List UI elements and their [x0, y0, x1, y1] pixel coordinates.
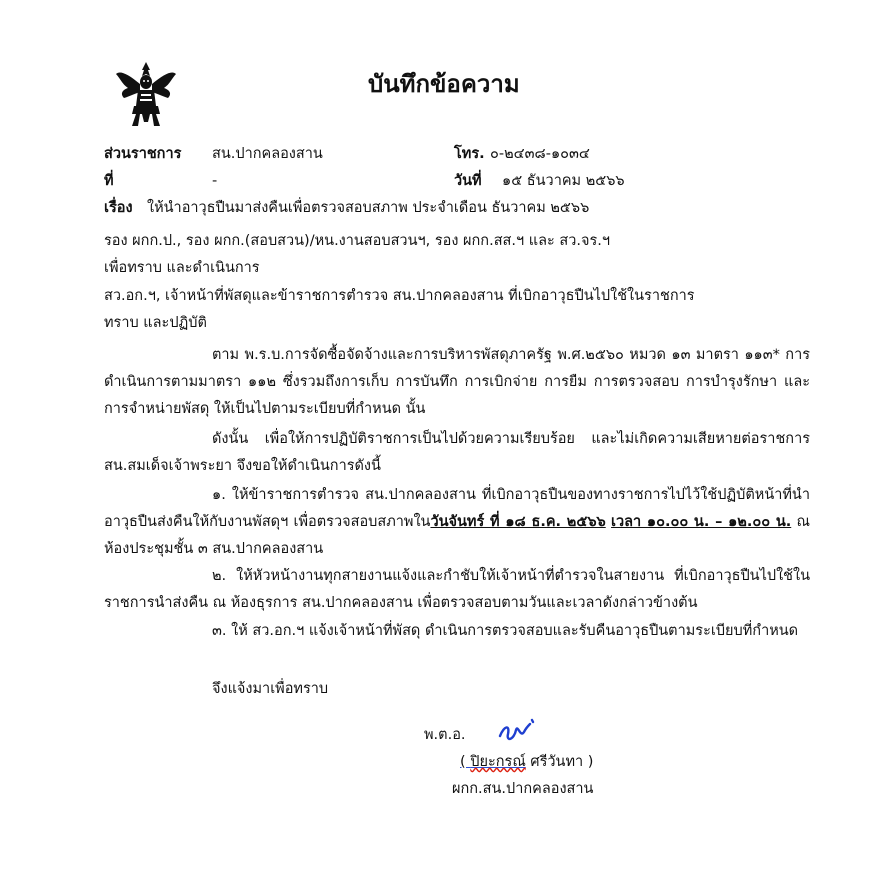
signer-rank: พ.ต.อ.: [424, 727, 466, 743]
date-value: ๑๕ ธันวาคม ๒๕๖๖: [502, 173, 625, 189]
ref-value: -: [212, 173, 218, 189]
phone-value: ๐-๒๔๓๘-๑๐๓๔: [490, 146, 590, 162]
return-date: วันจันทร์ ที่ ๑๘ ธ.ค. ๒๕๖๖: [430, 514, 606, 530]
garuda-emblem-icon: [114, 60, 178, 128]
date-label: วันที่: [454, 173, 482, 189]
handwritten-signature-icon: [496, 716, 540, 746]
dept-value: สน.ปากคลองสาน: [212, 146, 323, 162]
return-time: เวลา ๑๐.๐๐ น. – ๑๒.๐๐ น.: [611, 514, 792, 530]
recipients-line-3: สว.อก.ฯ, เจ้าหน้าที่พัสดุและข้าราชการตำรวจ สน.ปากคลองสาน ที่เบิกอาวุธปืนไปใช้ในราชการ: [104, 288, 695, 304]
signer-name: ( ปิยะกรณ์ ศรีวันทา ): [460, 754, 594, 770]
body-paragraph-2: ดังนั้น เพื่อให้การปฏิบัติราชการเป็นไปด้วยความเรียบร้อย และไม่เกิดความเสียหายต่อราชการ สน.สมเด็จเจ้าพระยา จึงขอให้ดำเนินการดังนี้: [104, 431, 810, 474]
phone-label: โทร.: [454, 146, 485, 162]
subject-value: ให้นำอาวุธปืนมาส่งคืนเพื่อตรวจสอบสภาพ ประจำเดือน ธันวาคม ๒๕๖๖: [147, 200, 590, 216]
closing-line: จึงแจ้งมาเพื่อทราบ: [212, 681, 329, 697]
body-paragraph-1: ตาม พ.ร.บ.การจัดซื้อจัดจ้างและการบริหารพัสดุภาครัฐ พ.ศ.๒๕๖๐ หมวด ๑๓ มาตรา ๑๑๓* การดำเนินการตามมาตรา ๑๑๒ ซึ่งรวมถึงการเก็บ การบันทึก การเบิกจ่าย การยืม การตรวจสอบ การบำรุงรักษา และการจำหน่ายพัสดุ ให้เป็นไปตามระเบียบที่กำหนด นั้น: [104, 347, 810, 417]
body-paragraph-4: ๒. ให้หัวหน้างานทุกสายงานแจ้งและกำชับให้เจ้าหน้าที่ตำรวจในสายงาน ที่เบิกอาวุธปืนไปใช้ในราชการนำส่งคืน ณ ห้องธุรการ สน.ปากคลองสาน เพื่อตรวจสอบตามวันและเวลาดังกล่าวข้างต้น: [104, 568, 810, 611]
body-paragraph-3: ๑. ให้ข้าราชการตำรวจ สน.ปากคลองสาน ที่เบิกอาวุธปืนของทางราชการไปไว้ใช้ปฏิบัติหน้าที่นำอาวุธปืนส่งคืนให้กับงานพัสดุฯ เพื่อตรวจสอบสภาพในวันจันทร์ ที่ ๑๘ ธ.ค. ๒๕๖๖ เวลา ๑๐.๐๐ น. – ๑๒.๐๐ น. ณ ห้องประชุมชั้น ๓ สน.ปากคลองสาน: [104, 487, 810, 557]
recipients-line-2: เพื่อทราบ และดำเนินการ: [104, 260, 260, 276]
dept-label: ส่วนราชการ: [104, 146, 182, 162]
subject-label: เรื่อง: [104, 200, 133, 216]
recipients-line-4: ทราบ และปฏิบัติ: [104, 315, 207, 331]
signer-position: ผกก.สน.ปากคลองสาน: [452, 781, 594, 797]
body-paragraph-5: ๓. ให้ สว.อก.ฯ แจ้งเจ้าหน้าที่พัสดุ ดำเนินการตรวจสอบและรับคืนอาวุธปืนตามระเบียบที่กำหนด: [212, 623, 799, 639]
memo-title: บันทึกข้อความ: [368, 70, 520, 98]
ref-label: ที่: [104, 173, 114, 189]
recipients-line-1: รอง ผกก.ป., รอง ผกก.(สอบสวน)/หน.งานสอบสวนฯ, รอง ผกก.สส.ฯ และ สว.จร.ฯ: [104, 233, 611, 249]
